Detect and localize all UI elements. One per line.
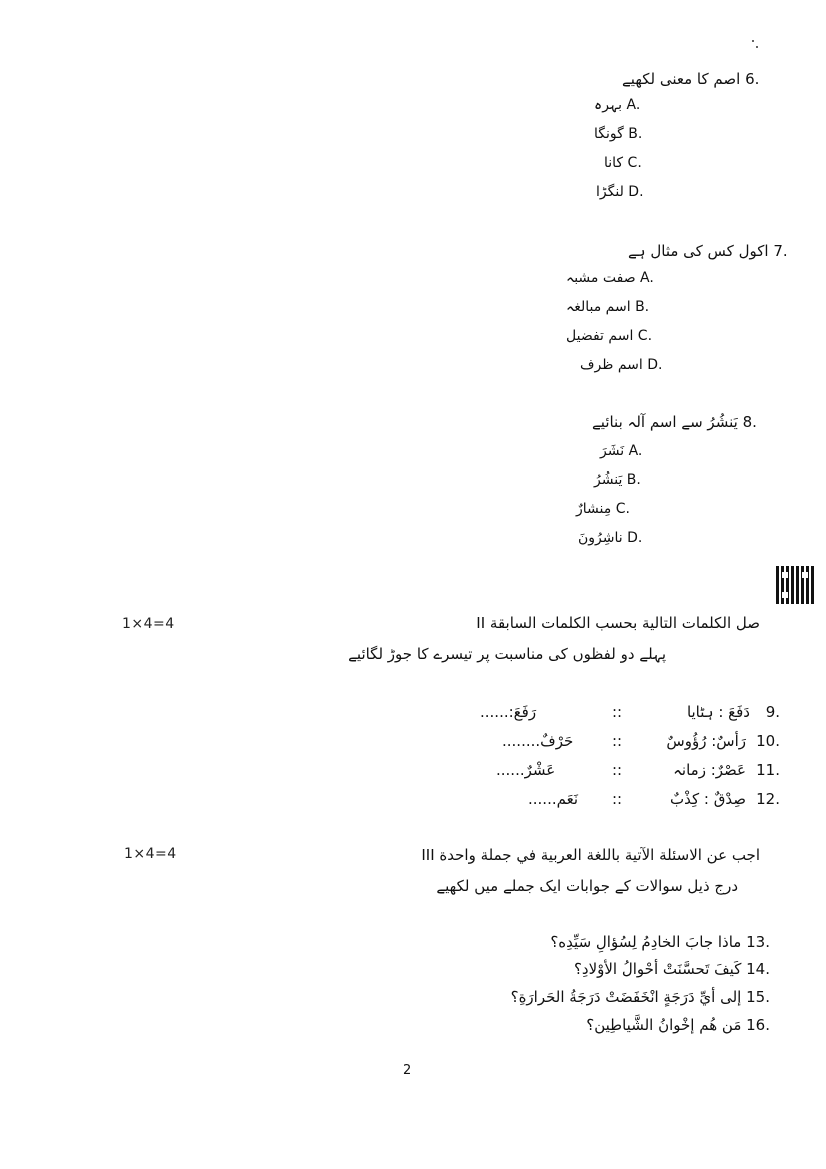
section-3-title-urdu: درج ذیل سوالات کے جوابات ایک جملے میں لکھیے [436, 877, 738, 895]
option-label: B. [626, 472, 641, 488]
row-separator: :: [612, 761, 623, 779]
option-d [580, 357, 669, 373]
row-pair: دَفَعَ : ہٹایا [686, 703, 750, 721]
row-answer [502, 732, 573, 750]
option-text: صفت مشبہ [566, 270, 636, 286]
row-pair: صِدْقٌ : كِذْبٌ [670, 790, 746, 808]
section-3-title-arabic: III اجب عن الاسئلة الآتية باللغة العربية في جملة واحدة [421, 846, 760, 864]
question-text: اصم کا معنی لکھیے [622, 70, 741, 88]
answer-blank[interactable]: ...... [496, 761, 525, 779]
section-2-title-arabic: II صل الكلمات التالية بحسب الكلمات السابقة [476, 614, 760, 632]
option-text: گونگا [594, 126, 624, 142]
option-b [594, 472, 649, 488]
scan-speck [752, 40, 754, 42]
option-a [600, 443, 651, 459]
question-number: 8. [742, 413, 757, 431]
option-b [566, 299, 657, 315]
option-text: بہرہ [594, 97, 623, 113]
option-text: اسم مبالغہ [566, 299, 631, 315]
page-number: 2 [403, 1063, 412, 1078]
option-a [594, 97, 648, 113]
question-number: 6. [745, 70, 760, 88]
row-third-word: حَرْفٌ [540, 732, 574, 750]
option-b [594, 126, 650, 142]
answer-blank[interactable]: ...... [528, 790, 557, 808]
question-text: اکول کس کی مثال ہے [628, 242, 769, 260]
option-label: D. [647, 357, 663, 373]
row-number: 12. [756, 790, 780, 808]
scan-speck [756, 46, 758, 48]
question-number: 7. [773, 242, 788, 260]
question-13 [550, 933, 770, 951]
row-third-word: عَشْرٌ [524, 761, 556, 779]
question-number: 14. [746, 960, 770, 978]
row-third-word: نَعَم [556, 790, 579, 808]
option-c [576, 501, 638, 517]
option-label: D. [627, 530, 643, 546]
question-number: 16. [746, 1016, 770, 1034]
row-third-word: رَفَعَ: [508, 703, 537, 721]
option-text: یَنشُرُ [594, 472, 623, 488]
option-d [578, 530, 649, 546]
question-7 [628, 242, 788, 260]
question-8 [592, 413, 757, 431]
option-label: B. [635, 299, 650, 315]
option-c [604, 155, 650, 171]
option-c [566, 328, 660, 344]
option-text: اسم تفضیل [566, 328, 634, 344]
option-d [596, 184, 650, 200]
option-label: C. [627, 155, 642, 171]
option-text: لنگڑا [596, 184, 624, 200]
row-number: 10. [756, 732, 780, 750]
option-label: A. [640, 270, 654, 286]
row-pair: رَأسٌ: رُؤُوسٌ [666, 732, 746, 750]
section-2-marks: 1×4=4 [122, 616, 175, 632]
question-text: ماذا جابَ الخادِمُ لِسُؤالِ سَيِّدِه؟ [550, 933, 742, 951]
qr-code [776, 566, 814, 604]
row-number: 9. [765, 703, 780, 721]
option-text: مِنشارٌ [576, 501, 612, 517]
section-3-marks: 1×4=4 [124, 846, 177, 862]
option-label: B. [628, 126, 643, 142]
option-label: A. [628, 443, 643, 459]
question-text: إلى أيِّ دَرَجَةٍ انْخَفَضَتْ دَرَجَةُ الحَرارَةِ؟ [510, 988, 742, 1006]
row-separator: :: [612, 790, 623, 808]
question-6 [622, 70, 759, 88]
option-text: نَشَرَ [600, 443, 625, 459]
row-number: 11. [756, 761, 780, 779]
option-label: D. [628, 184, 644, 200]
option-label: A. [626, 97, 641, 113]
question-14 [574, 960, 770, 978]
question-number: 13. [746, 933, 770, 951]
option-label: C. [615, 501, 630, 517]
answer-blank[interactable]: ........ [502, 732, 541, 750]
row-answer [528, 790, 578, 808]
row-answer [496, 761, 555, 779]
section-2-title-urdu: پہلے دو لفظوں کی مناسبت پر تیسرے کا جوڑ لگائیے [348, 645, 666, 663]
row-separator: :: [612, 732, 623, 750]
row-separator: :: [612, 703, 623, 721]
answer-blank[interactable]: ...... [480, 703, 509, 721]
question-text: كَيفَ تَحسَّنَتْ أحْوالُ الأوْلادِ؟ [573, 960, 742, 978]
row-answer [480, 703, 536, 721]
question-text: مَن هُم إخْوانُ الشَّياطِين؟ [586, 1016, 742, 1034]
question-15 [511, 988, 770, 1006]
option-label: C. [637, 328, 653, 344]
option-a [566, 270, 662, 286]
question-text: یَنشُرُ سے اسم آلہ بنائیے [592, 413, 738, 431]
question-16 [586, 1016, 770, 1034]
row-pair: عَصْرٌ: زمانہ [673, 761, 746, 779]
option-text: ناشِرُونَ [578, 530, 623, 546]
option-text: اسم ظرف [580, 357, 643, 373]
question-number: 15. [746, 988, 770, 1006]
option-text: کانا [604, 155, 624, 171]
